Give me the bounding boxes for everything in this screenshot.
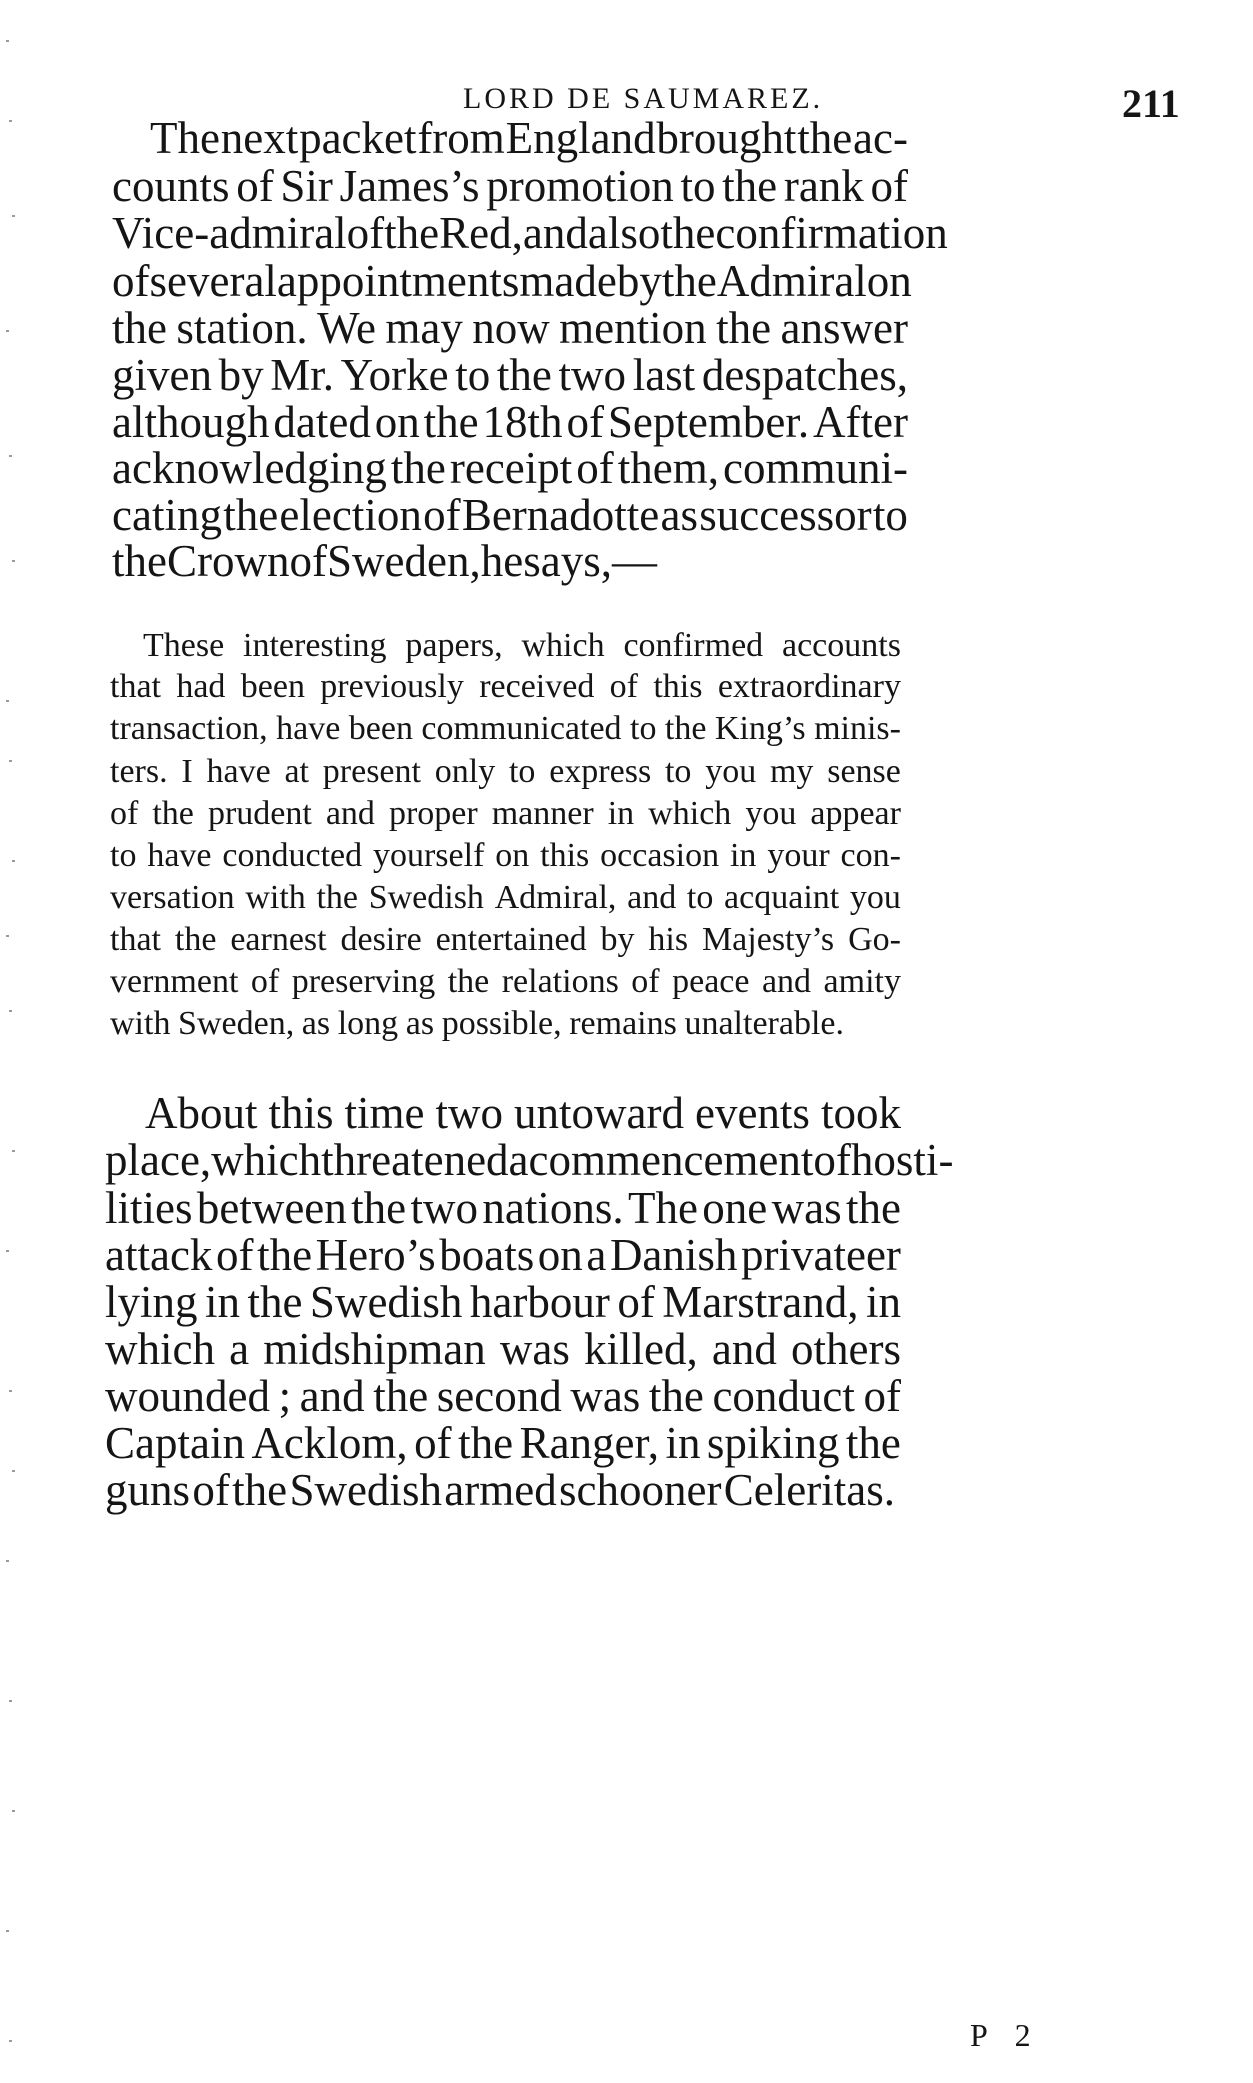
page-edge bbox=[0, 0, 24, 2083]
word: station. bbox=[176, 303, 308, 353]
word: took bbox=[820, 1088, 901, 1138]
word: the bbox=[664, 710, 707, 747]
word: Ranger, bbox=[519, 1418, 659, 1468]
word: received bbox=[479, 668, 595, 705]
word: others bbox=[791, 1324, 901, 1374]
word: About bbox=[145, 1088, 258, 1138]
word: Bernadotte bbox=[461, 490, 660, 540]
word: and bbox=[522, 208, 588, 258]
word: counts bbox=[112, 161, 230, 211]
word: After bbox=[813, 397, 908, 447]
word: of bbox=[617, 1277, 655, 1327]
word: Captain bbox=[105, 1418, 245, 1468]
word: of bbox=[216, 1230, 254, 1280]
word: to bbox=[630, 710, 657, 747]
word: on bbox=[495, 837, 530, 874]
text-line bbox=[112, 535, 657, 587]
scan-speck bbox=[6, 330, 9, 332]
word: the bbox=[174, 921, 217, 958]
word: as bbox=[405, 1005, 435, 1042]
word: Go- bbox=[848, 921, 901, 958]
word: ters. bbox=[110, 753, 168, 790]
word: on bbox=[537, 1230, 583, 1280]
scan-speck bbox=[9, 1390, 12, 1392]
word: of bbox=[250, 963, 280, 1000]
word: the bbox=[384, 208, 440, 258]
word: Sweden, bbox=[178, 1005, 295, 1042]
word: to bbox=[508, 753, 536, 790]
word: wounded bbox=[105, 1371, 270, 1421]
text-line bbox=[112, 160, 908, 212]
quote-line bbox=[110, 753, 901, 791]
scan-speck bbox=[12, 860, 15, 862]
word: you bbox=[745, 795, 797, 832]
word: Sweden, bbox=[326, 536, 481, 586]
scan-speck bbox=[12, 215, 15, 217]
word: answer bbox=[780, 303, 908, 353]
text-line bbox=[112, 302, 908, 354]
word: of bbox=[870, 161, 908, 211]
word: of bbox=[112, 256, 150, 306]
word: dated bbox=[273, 397, 371, 447]
word: prudent bbox=[207, 795, 312, 832]
scan-speck bbox=[6, 935, 9, 937]
word: place, bbox=[105, 1135, 212, 1185]
word: the bbox=[152, 795, 194, 832]
word: proper bbox=[388, 795, 478, 832]
scan-speck bbox=[12, 560, 15, 562]
word: the bbox=[112, 536, 167, 586]
word: in bbox=[607, 795, 635, 832]
word: the bbox=[373, 1371, 429, 1421]
word: one bbox=[702, 1183, 768, 1233]
word: second bbox=[436, 1371, 562, 1421]
word: September. bbox=[607, 397, 810, 447]
word: lities bbox=[105, 1183, 193, 1233]
word: on bbox=[866, 256, 912, 306]
word: made bbox=[519, 256, 617, 306]
word: conducted bbox=[222, 837, 363, 874]
word: two bbox=[435, 1088, 504, 1138]
word: your bbox=[767, 837, 830, 874]
word: to bbox=[680, 161, 716, 211]
word: confirmed bbox=[623, 627, 764, 664]
word: killed, bbox=[584, 1324, 698, 1374]
word: England bbox=[505, 113, 656, 163]
word: conduct bbox=[712, 1371, 855, 1421]
word: Admiral bbox=[716, 256, 867, 306]
word: which bbox=[648, 795, 732, 832]
quote-line bbox=[110, 963, 901, 1001]
word: promotion bbox=[486, 161, 674, 211]
word: by bbox=[600, 921, 635, 958]
word: successor bbox=[699, 490, 872, 540]
word: Red, bbox=[439, 208, 523, 258]
running-title: LORD DE SAUMAREZ. bbox=[463, 82, 824, 115]
word: you bbox=[849, 879, 901, 916]
scan-speck bbox=[9, 455, 12, 457]
word: the bbox=[316, 879, 359, 916]
quote-line bbox=[110, 1005, 844, 1043]
word: accounts bbox=[782, 627, 901, 664]
word: Swedish bbox=[289, 1465, 442, 1515]
word: that bbox=[110, 668, 161, 705]
scan-speck bbox=[6, 1250, 9, 1252]
word: receipt bbox=[449, 443, 573, 493]
word: the bbox=[660, 208, 716, 258]
scan-speck bbox=[6, 1930, 9, 1932]
word: armed bbox=[444, 1465, 557, 1515]
word: of bbox=[289, 536, 327, 586]
word: preserving bbox=[291, 963, 436, 1000]
word: have bbox=[206, 753, 271, 790]
text-line bbox=[112, 349, 908, 401]
word: the bbox=[423, 397, 479, 447]
word: have bbox=[276, 710, 341, 747]
scan-speck bbox=[12, 1810, 15, 1812]
word: which bbox=[105, 1324, 215, 1374]
word: of bbox=[863, 1371, 901, 1421]
word: Crown bbox=[166, 536, 290, 586]
word: papers, bbox=[405, 627, 503, 664]
word: Majesty’s bbox=[701, 921, 835, 958]
word: guns bbox=[105, 1465, 191, 1515]
word: acknowledging bbox=[112, 443, 387, 493]
text-line bbox=[105, 1323, 901, 1375]
scan-speck bbox=[9, 1010, 12, 1012]
word: untoward bbox=[514, 1088, 684, 1138]
word: of bbox=[346, 208, 385, 258]
word: was bbox=[570, 1371, 641, 1421]
word: earnest bbox=[230, 921, 327, 958]
word: acquaint bbox=[724, 879, 840, 916]
scan-speck bbox=[9, 120, 12, 122]
word: several bbox=[149, 256, 277, 306]
quote-line bbox=[110, 710, 901, 748]
word: entertained bbox=[435, 921, 587, 958]
word: ac- bbox=[853, 113, 908, 163]
word: Swedish bbox=[309, 1277, 463, 1327]
word: which bbox=[211, 1135, 322, 1185]
word: although bbox=[112, 397, 270, 447]
word: the bbox=[447, 963, 490, 1000]
quote-line bbox=[110, 879, 901, 917]
word: had bbox=[176, 668, 226, 705]
text-line bbox=[112, 396, 908, 448]
word: vernment bbox=[110, 963, 239, 1000]
word: them, bbox=[617, 443, 719, 493]
word: and bbox=[761, 963, 812, 1000]
word: two bbox=[410, 1183, 478, 1233]
word: despatches, bbox=[701, 350, 908, 400]
word: commencement bbox=[528, 1135, 814, 1185]
word: Danish bbox=[609, 1230, 738, 1280]
word: schooner bbox=[559, 1465, 722, 1515]
word: possible, bbox=[441, 1005, 562, 1042]
word: to bbox=[455, 350, 491, 400]
word: the bbox=[661, 256, 717, 306]
word: sense bbox=[827, 753, 901, 790]
word: given bbox=[112, 350, 212, 400]
word: confirmation bbox=[715, 208, 948, 258]
word: was bbox=[771, 1183, 842, 1233]
word: relations bbox=[501, 963, 619, 1000]
word: lying bbox=[105, 1277, 198, 1327]
quote-line bbox=[110, 837, 901, 875]
word: threatened bbox=[321, 1135, 509, 1185]
word: may bbox=[385, 303, 463, 353]
word: on bbox=[374, 397, 420, 447]
word: of bbox=[423, 490, 461, 540]
word: nations. bbox=[482, 1183, 624, 1233]
scan-speck bbox=[9, 2040, 12, 2042]
word: desire bbox=[340, 921, 422, 958]
word: Celeritas. bbox=[723, 1465, 895, 1515]
word: mention bbox=[559, 303, 707, 353]
word: by bbox=[218, 350, 264, 400]
scan-speck bbox=[6, 40, 9, 42]
word: unalterable. bbox=[684, 1005, 844, 1042]
scan-speck bbox=[12, 1150, 15, 1152]
word: to bbox=[686, 879, 714, 916]
word: long bbox=[337, 1005, 399, 1042]
text-line bbox=[105, 1417, 901, 1469]
word: he bbox=[480, 536, 524, 586]
text-line bbox=[112, 255, 912, 307]
word: I bbox=[181, 753, 193, 790]
word: harbour bbox=[469, 1277, 610, 1327]
word: communi- bbox=[722, 443, 908, 493]
word: the bbox=[112, 303, 167, 353]
word: in bbox=[865, 1277, 901, 1327]
word: Vice-admiral bbox=[112, 208, 347, 258]
word: of bbox=[566, 397, 604, 447]
word: yourself bbox=[372, 837, 485, 874]
word: and bbox=[325, 795, 375, 832]
word: events bbox=[694, 1088, 810, 1138]
word: con- bbox=[840, 837, 901, 874]
word: Swedish bbox=[368, 879, 484, 916]
word: spiking bbox=[706, 1418, 840, 1468]
word: time bbox=[344, 1088, 425, 1138]
word: extraordinary bbox=[717, 668, 901, 705]
word: also bbox=[587, 208, 661, 258]
word: of bbox=[813, 1135, 851, 1185]
word: privateer bbox=[741, 1230, 901, 1280]
scan-speck bbox=[12, 1470, 15, 1472]
word: this bbox=[540, 837, 590, 874]
word: express bbox=[549, 753, 652, 790]
word: a bbox=[586, 1230, 607, 1280]
word: to bbox=[664, 753, 692, 790]
word: been bbox=[240, 668, 305, 705]
word: in bbox=[204, 1277, 240, 1327]
word: previously bbox=[320, 668, 464, 705]
word: 18th bbox=[482, 397, 563, 447]
word: the bbox=[223, 490, 279, 540]
scan-speck bbox=[6, 700, 9, 702]
word: Sir bbox=[280, 161, 333, 211]
word: of bbox=[236, 161, 274, 211]
word: The bbox=[150, 113, 220, 163]
word: last bbox=[632, 350, 696, 400]
word: communicated bbox=[421, 710, 622, 747]
word: was bbox=[499, 1324, 570, 1374]
word: the bbox=[247, 1277, 303, 1327]
word: hosti- bbox=[850, 1135, 954, 1185]
word: two bbox=[558, 350, 627, 400]
word: a bbox=[508, 1135, 529, 1185]
word: says,— bbox=[523, 536, 657, 586]
word: ; bbox=[278, 1371, 292, 1421]
word: rank bbox=[783, 161, 864, 211]
word: the bbox=[716, 303, 772, 353]
word: the bbox=[845, 1183, 901, 1233]
word: packet bbox=[299, 113, 417, 163]
word: to bbox=[110, 837, 137, 874]
word: the bbox=[232, 1465, 288, 1515]
text-line bbox=[105, 1229, 901, 1281]
word: Admiral, bbox=[494, 879, 617, 916]
word: appointments bbox=[276, 256, 520, 306]
word: amity bbox=[823, 963, 901, 1000]
word: next bbox=[220, 113, 299, 163]
word: cating bbox=[112, 490, 222, 540]
word: you bbox=[705, 753, 757, 790]
word: to bbox=[872, 490, 908, 540]
word: this bbox=[653, 668, 703, 705]
word: between bbox=[196, 1183, 347, 1233]
word: his bbox=[648, 921, 689, 958]
word: of bbox=[414, 1418, 452, 1468]
text-line bbox=[105, 1464, 895, 1516]
word: midshipman bbox=[263, 1324, 486, 1374]
word: which bbox=[521, 627, 605, 664]
word: occasion bbox=[600, 837, 720, 874]
word: the bbox=[496, 350, 552, 400]
word: in bbox=[665, 1418, 701, 1468]
text-line bbox=[150, 112, 908, 164]
word: remains bbox=[569, 1005, 677, 1042]
word: boats bbox=[439, 1230, 535, 1280]
word: Acklom, bbox=[251, 1418, 408, 1468]
text-line bbox=[112, 489, 908, 541]
word: the bbox=[458, 1418, 514, 1468]
word: in bbox=[729, 837, 757, 874]
word: a bbox=[229, 1324, 250, 1374]
word: brought bbox=[656, 113, 797, 163]
word: from bbox=[417, 113, 505, 163]
word: the bbox=[797, 113, 853, 163]
scan-speck bbox=[9, 760, 12, 762]
quote-line bbox=[110, 668, 901, 706]
word: my bbox=[769, 753, 814, 790]
word: King’s bbox=[714, 710, 806, 747]
scan-speck bbox=[6, 1560, 9, 1562]
word: of bbox=[631, 963, 660, 1000]
word: and bbox=[299, 1371, 365, 1421]
word: of bbox=[609, 668, 638, 705]
word: interesting bbox=[243, 627, 387, 664]
word: Yorke bbox=[340, 350, 449, 400]
word: the bbox=[351, 1183, 407, 1233]
word: the bbox=[722, 161, 778, 211]
word: now bbox=[472, 303, 550, 353]
text-line bbox=[112, 207, 948, 259]
scan-speck bbox=[9, 1700, 12, 1702]
word: this bbox=[268, 1088, 334, 1138]
text-line bbox=[105, 1134, 954, 1186]
word: James’s bbox=[339, 161, 480, 211]
word: as bbox=[301, 1005, 331, 1042]
text-line bbox=[105, 1370, 901, 1422]
quote-line bbox=[110, 795, 901, 833]
word: of bbox=[576, 443, 614, 493]
word: the bbox=[390, 443, 446, 493]
word: the bbox=[257, 1230, 313, 1280]
word: only bbox=[434, 753, 496, 790]
word: of bbox=[110, 795, 139, 832]
word: transaction, bbox=[110, 710, 268, 747]
page-number: 211 bbox=[1122, 81, 1180, 126]
word: present bbox=[322, 753, 421, 790]
text-line bbox=[105, 1276, 901, 1328]
text-line bbox=[145, 1087, 901, 1139]
word: have bbox=[147, 837, 212, 874]
word: and bbox=[711, 1324, 777, 1374]
text-line bbox=[105, 1182, 901, 1234]
word: Hero’s bbox=[315, 1230, 436, 1280]
word: We bbox=[317, 303, 376, 353]
word: minis- bbox=[814, 710, 901, 747]
word: Marstrand, bbox=[662, 1277, 859, 1327]
word: attack bbox=[105, 1230, 213, 1280]
word: that bbox=[110, 921, 161, 958]
word: been bbox=[348, 710, 413, 747]
word: Mr. bbox=[270, 350, 335, 400]
word: of bbox=[192, 1465, 230, 1515]
word: These bbox=[143, 627, 225, 664]
word: appear bbox=[810, 795, 901, 832]
word: as bbox=[660, 490, 698, 540]
word: at bbox=[284, 753, 309, 790]
word: with bbox=[110, 1005, 171, 1042]
word: the bbox=[845, 1418, 901, 1468]
word: and bbox=[627, 879, 677, 916]
word: with bbox=[245, 879, 306, 916]
text-line bbox=[112, 442, 908, 494]
word: by bbox=[616, 256, 662, 306]
word: The bbox=[627, 1183, 698, 1233]
word: election bbox=[279, 490, 422, 540]
quote-line bbox=[110, 921, 901, 959]
word: peace bbox=[672, 963, 750, 1000]
quote-line bbox=[143, 627, 901, 665]
word: the bbox=[648, 1371, 704, 1421]
signature-mark: P 2 bbox=[970, 2017, 1041, 2053]
word: manner bbox=[491, 795, 594, 832]
word: versation bbox=[110, 879, 235, 916]
